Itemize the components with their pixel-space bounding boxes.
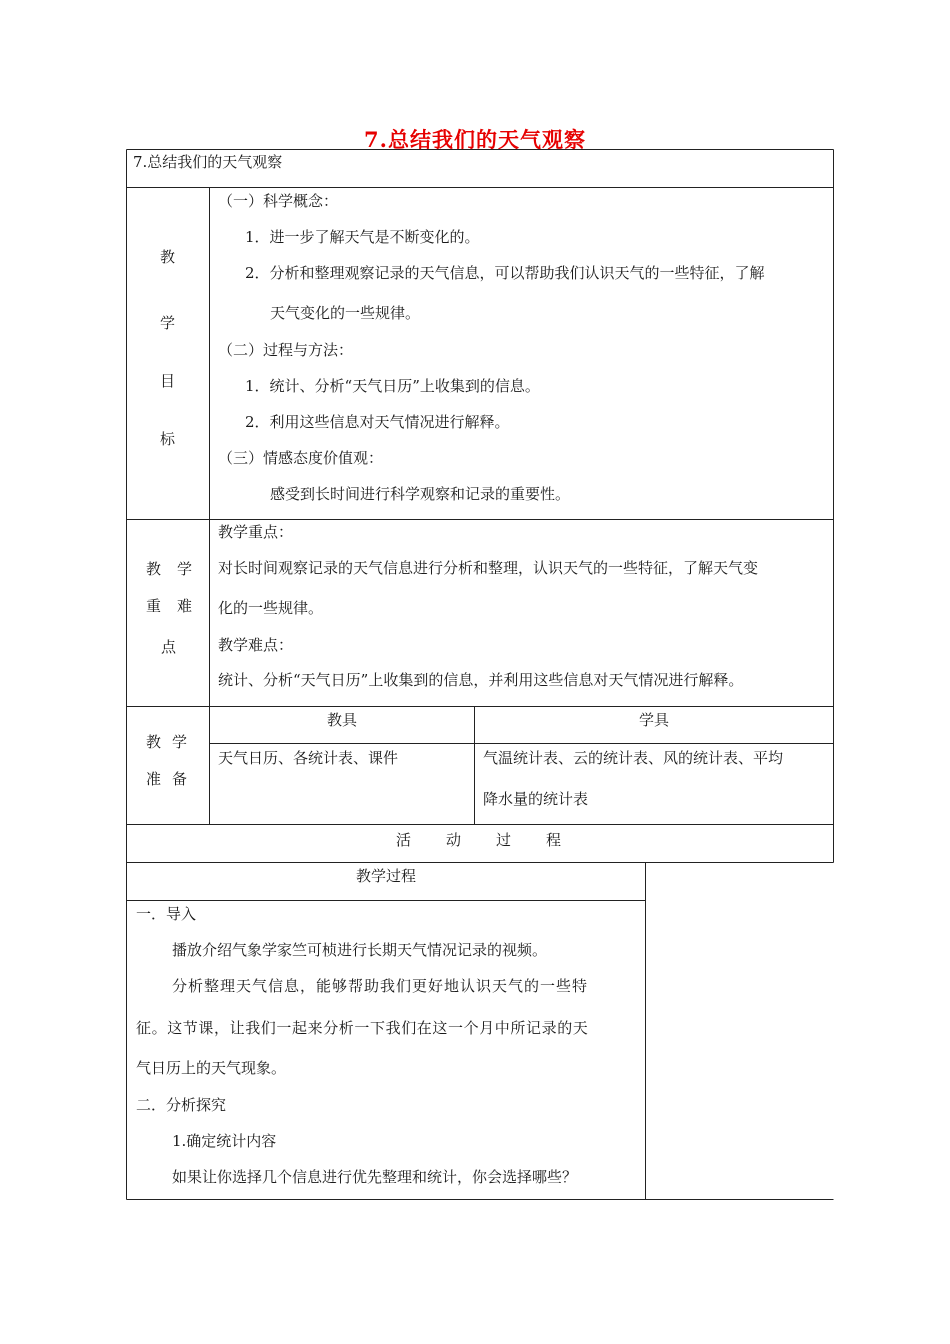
- prep-label: 准: [146, 770, 162, 788]
- keypoints-label: 难: [177, 597, 193, 615]
- keypoints-label: 学: [177, 560, 193, 578]
- objective-item: 2．利用这些信息对天气情况进行解释。: [245, 413, 510, 431]
- activity-header-char: 过: [496, 831, 512, 849]
- objective-heading-attitude: （三）情感态度价值观：: [218, 449, 384, 467]
- keypoints-label: 点: [161, 638, 177, 656]
- process-subheading: 1.确定统计内容: [172, 1132, 277, 1150]
- objective-heading-process: （二）过程与方法：: [218, 341, 354, 359]
- header-cell-text: 7.总结我们的天气观察: [133, 153, 283, 171]
- prep-label: 教: [146, 733, 162, 751]
- section-heading-analysis: 二．分析探究: [136, 1096, 227, 1114]
- activity-header-char: 动: [446, 831, 462, 849]
- student-tools-text: 气温统计表、云的统计表、风的统计表、平均: [483, 749, 784, 767]
- keypoint-heading: 教学重点：: [218, 523, 294, 541]
- keypoint-text: 化的一些规律。: [218, 599, 324, 617]
- teacher-tools-header: 教具: [326, 711, 357, 729]
- section-heading-intro: 一．导入: [136, 905, 197, 923]
- objectives-label-2: 学: [160, 314, 176, 332]
- keypoints-label: 教: [146, 560, 162, 578]
- process-paragraph: 征。这节课，让我们一起来分析一下我们在这一个月中所记录的天: [136, 1019, 589, 1037]
- teacher-tools-text: 天气日历、各统计表、课件: [218, 749, 399, 767]
- process-header: 教学过程: [355, 867, 416, 885]
- activity-header-char: 程: [546, 831, 562, 849]
- objectives-label-3: 目: [160, 372, 176, 390]
- objectives-label-1: 教: [160, 248, 176, 266]
- student-tools-text: 降水量的统计表: [483, 790, 589, 808]
- objectives-label-4: 标: [160, 430, 176, 448]
- objective-item: 1．统计、分析“天气日历”上收集到的信息。: [245, 377, 540, 395]
- keypoints-label: 重: [146, 597, 162, 615]
- objective-item: 2．分析和整理观察记录的天气信息，可以帮助我们认识天气的一些特征，了解: [245, 264, 765, 282]
- objective-item-continued: 天气变化的一些规律。: [270, 304, 421, 322]
- activity-header-char: 活: [396, 831, 412, 849]
- difficulty-text: 统计、分析“天气日历”上收集到的信息，并利用这些信息对天气情况进行解释。: [218, 671, 744, 689]
- difficulty-heading: 教学难点：: [218, 636, 294, 654]
- objective-item: 感受到长时间进行科学观察和记录的重要性。: [270, 485, 571, 503]
- objective-item: 1．进一步了解天气是不断变化的。: [245, 228, 480, 246]
- objective-heading-concept: （一）科学概念：: [218, 192, 339, 210]
- prep-label: 备: [172, 770, 188, 788]
- process-paragraph: 分析整理天气信息，能够帮助我们更好地认识天气的一些特: [172, 977, 589, 995]
- prep-label: 学: [172, 733, 188, 751]
- process-paragraph: 播放介绍气象学家竺可桢进行长期天气情况记录的视频。: [172, 941, 548, 959]
- process-paragraph: 气日历上的天气现象。: [136, 1059, 287, 1077]
- process-question: 如果让你选择几个信息进行优先整理和统计，你会选择哪些？: [172, 1168, 578, 1186]
- page-title: 7.总结我们的天气观察: [364, 127, 586, 152]
- student-tools-header: 学具: [638, 711, 669, 729]
- keypoint-text: 对长时间观察记录的天气信息进行分析和整理，认识天气的一些特征，了解天气变: [218, 559, 759, 577]
